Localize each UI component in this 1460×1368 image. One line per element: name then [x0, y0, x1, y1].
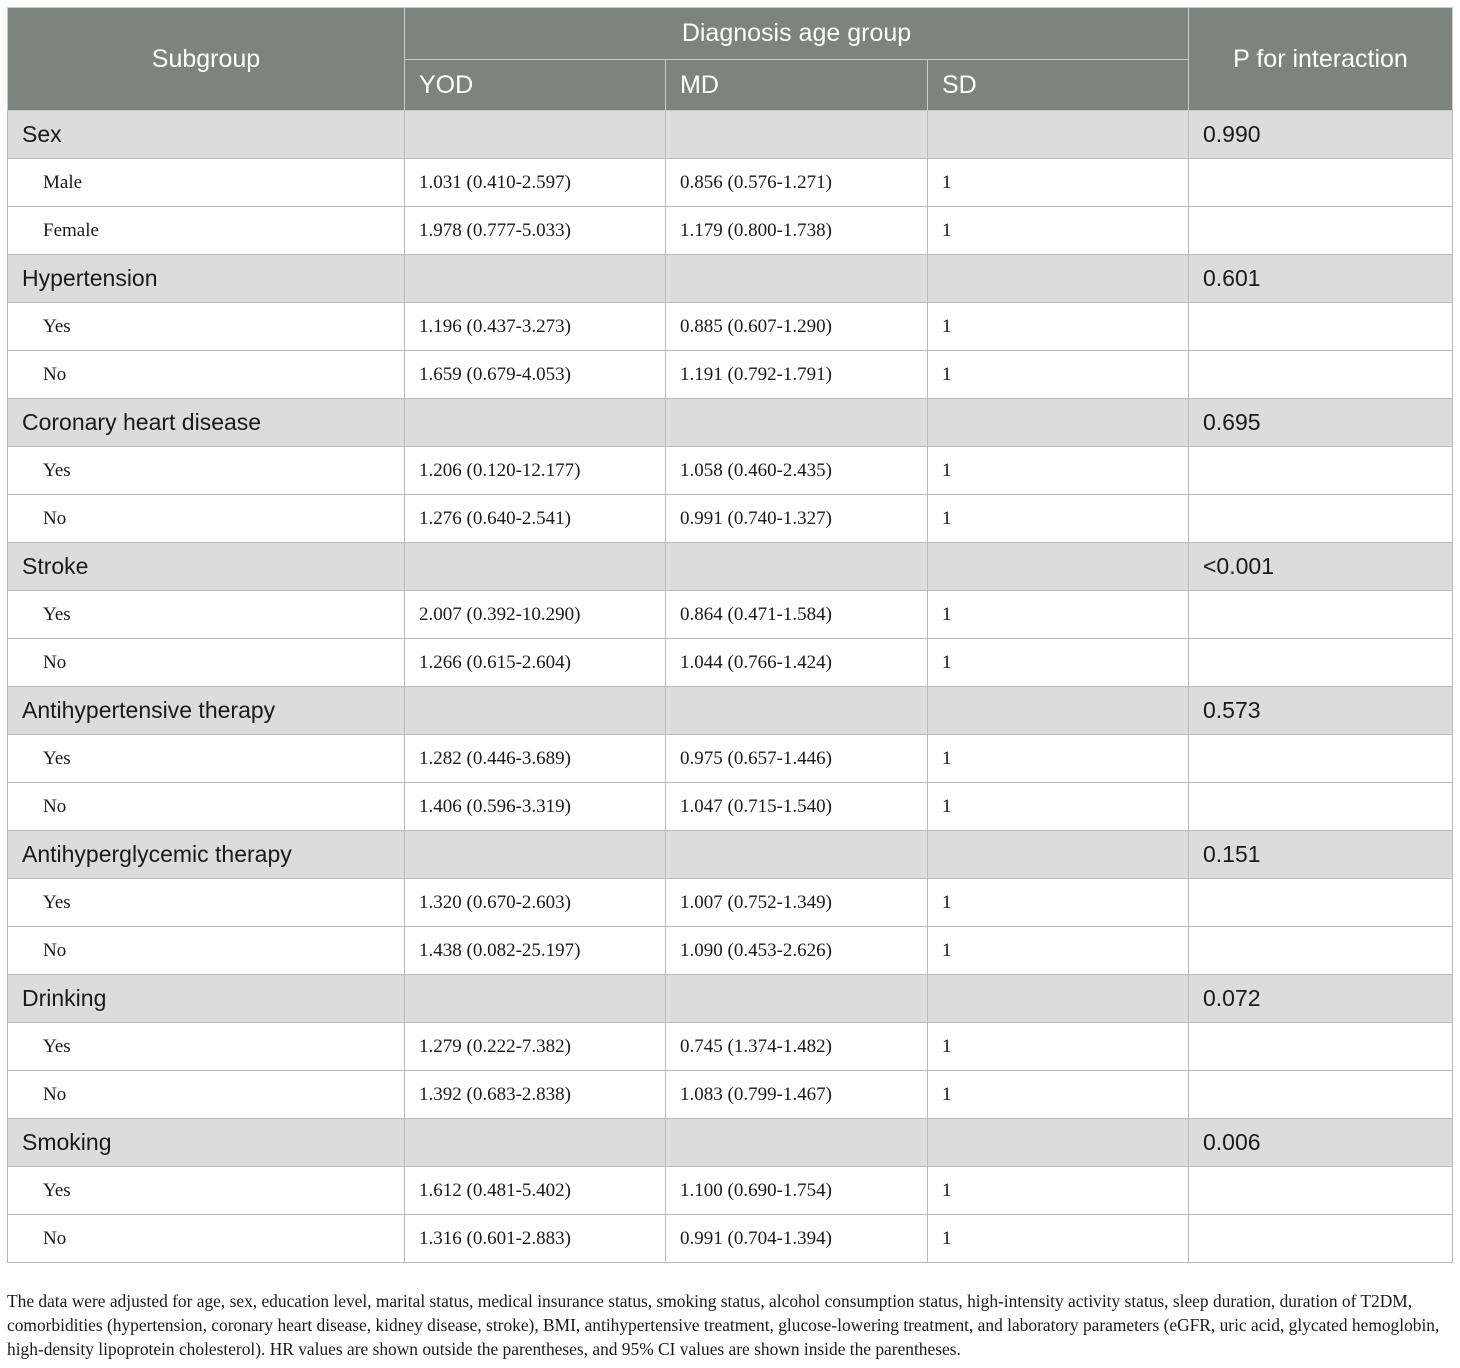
yod-value: 1.612 (0.481-5.402) — [405, 1167, 666, 1215]
group-label: Sex — [8, 111, 405, 159]
p-value-empty — [1189, 1167, 1453, 1215]
subgroup-label: Yes — [8, 1023, 405, 1071]
md-value: 1.047 (0.715-1.540) — [666, 783, 928, 831]
group-label: Drinking — [8, 975, 405, 1023]
p-value-empty — [1189, 159, 1453, 207]
yod-value: 1.279 (0.222-7.382) — [405, 1023, 666, 1071]
yod-value: 1.978 (0.777-5.033) — [405, 207, 666, 255]
group-md-cell — [666, 1119, 928, 1167]
group-label: Antihypertensive therapy — [8, 687, 405, 735]
md-value: 0.975 (0.657-1.446) — [666, 735, 928, 783]
table-row — [8, 783, 1453, 831]
p-value-empty — [1189, 1215, 1453, 1263]
header-subgroup: Subgroup — [8, 8, 405, 111]
yod-value: 1.659 (0.679-4.053) — [405, 351, 666, 399]
sd-value: 1 — [928, 159, 1189, 207]
md-value: 0.885 (0.607-1.290) — [666, 303, 928, 351]
table-row — [8, 735, 1453, 783]
p-value-empty — [1189, 495, 1453, 543]
md-value: 1.007 (0.752-1.349) — [666, 879, 928, 927]
group-yod-cell — [405, 111, 666, 159]
table-row — [8, 879, 1453, 927]
subgroup-label: No — [8, 351, 405, 399]
table-row — [8, 639, 1453, 687]
group-sd-cell — [928, 975, 1189, 1023]
group-md-cell — [666, 111, 928, 159]
subgroup-label: No — [8, 1071, 405, 1119]
group-row — [8, 111, 1453, 159]
header-p-interaction: P for interaction — [1189, 8, 1453, 111]
sd-value: 1 — [928, 927, 1189, 975]
subgroup-label: No — [8, 639, 405, 687]
subgroup-label: Male — [8, 159, 405, 207]
subgroup-label: Yes — [8, 591, 405, 639]
sd-value: 1 — [928, 879, 1189, 927]
group-p-value: 0.072 — [1189, 975, 1453, 1023]
sd-value: 1 — [928, 303, 1189, 351]
group-yod-cell — [405, 399, 666, 447]
md-value: 1.191 (0.792-1.791) — [666, 351, 928, 399]
group-md-cell — [666, 831, 928, 879]
group-row — [8, 831, 1453, 879]
sd-value: 1 — [928, 1071, 1189, 1119]
p-value-empty — [1189, 303, 1453, 351]
group-yod-cell — [405, 687, 666, 735]
yod-value: 1.316 (0.601-2.883) — [405, 1215, 666, 1263]
group-label: Antihyperglycemic therapy — [8, 831, 405, 879]
group-p-value: 0.006 — [1189, 1119, 1453, 1167]
table-row — [8, 351, 1453, 399]
sd-value: 1 — [928, 1215, 1189, 1263]
group-sd-cell — [928, 111, 1189, 159]
group-p-value: 0.601 — [1189, 255, 1453, 303]
table-row — [8, 591, 1453, 639]
group-sd-cell — [928, 687, 1189, 735]
yod-value: 1.438 (0.082-25.197) — [405, 927, 666, 975]
table-row — [8, 1215, 1453, 1263]
group-row — [8, 255, 1453, 303]
subgroup-label: No — [8, 783, 405, 831]
group-row — [8, 543, 1453, 591]
p-value-empty — [1189, 447, 1453, 495]
table-row — [8, 1071, 1453, 1119]
group-label: Hypertension — [8, 255, 405, 303]
header-sd: SD — [928, 60, 1189, 111]
group-sd-cell — [928, 399, 1189, 447]
group-row — [8, 975, 1453, 1023]
group-sd-cell — [928, 831, 1189, 879]
p-value-empty — [1189, 591, 1453, 639]
md-value: 1.044 (0.766-1.424) — [666, 639, 928, 687]
table-row — [8, 1023, 1453, 1071]
sd-value: 1 — [928, 783, 1189, 831]
table-body — [8, 111, 1453, 1263]
group-yod-cell — [405, 255, 666, 303]
table-footnote: The data were adjusted for age, sex, education level, marital status, medical insurance status, smoking status, alcohol consumption status, high-intensity activity status, sleep duration, duration of T2DM, comorbidities (hypertension, coronary heart disease, kidney disease, stroke), BMI, antihypertensive treatment, glucose-lowering treatment, and laboratory parameters (eGFR, uric acid, glycated hemoglobin, high-density lipoprotein cholesterol). HR values are shown outside the parentheses, and 95% CI values are shown inside the parentheses. — [7, 1291, 1440, 1359]
header-md: MD — [666, 60, 928, 111]
table-header — [8, 8, 1453, 111]
group-p-value: <0.001 — [1189, 543, 1453, 591]
sd-value: 1 — [928, 1023, 1189, 1071]
group-md-cell — [666, 687, 928, 735]
sd-value: 1 — [928, 207, 1189, 255]
p-value-empty — [1189, 927, 1453, 975]
group-yod-cell — [405, 543, 666, 591]
p-value-empty — [1189, 351, 1453, 399]
yod-value: 1.266 (0.615-2.604) — [405, 639, 666, 687]
sd-value: 1 — [928, 735, 1189, 783]
subgroup-label: Yes — [8, 303, 405, 351]
sd-value: 1 — [928, 447, 1189, 495]
md-value: 1.179 (0.800-1.738) — [666, 207, 928, 255]
table-row — [8, 159, 1453, 207]
sd-value: 1 — [928, 639, 1189, 687]
group-md-cell — [666, 975, 928, 1023]
p-value-empty — [1189, 1023, 1453, 1071]
md-value: 0.991 (0.704-1.394) — [666, 1215, 928, 1263]
group-md-cell — [666, 399, 928, 447]
yod-value: 1.320 (0.670-2.603) — [405, 879, 666, 927]
group-p-value: 0.695 — [1189, 399, 1453, 447]
sd-value: 1 — [928, 495, 1189, 543]
yod-value: 1.196 (0.437-3.273) — [405, 303, 666, 351]
table-row — [8, 447, 1453, 495]
group-row — [8, 399, 1453, 447]
subgroup-label: Yes — [8, 447, 405, 495]
subgroup-label: No — [8, 1215, 405, 1263]
yod-value: 1.392 (0.683-2.838) — [405, 1071, 666, 1119]
header-yod: YOD — [405, 60, 666, 111]
md-value: 1.058 (0.460-2.435) — [666, 447, 928, 495]
subgroup-table — [7, 7, 1453, 1263]
subgroup-label: Female — [8, 207, 405, 255]
yod-value: 1.206 (0.120-12.177) — [405, 447, 666, 495]
p-value-empty — [1189, 639, 1453, 687]
group-row — [8, 1119, 1453, 1167]
md-value: 1.090 (0.453-2.626) — [666, 927, 928, 975]
md-value: 0.856 (0.576-1.271) — [666, 159, 928, 207]
sd-value: 1 — [928, 591, 1189, 639]
p-value-empty — [1189, 879, 1453, 927]
subgroup-label: Yes — [8, 1167, 405, 1215]
md-value: 1.083 (0.799-1.467) — [666, 1071, 928, 1119]
subgroup-label: No — [8, 495, 405, 543]
p-value-empty — [1189, 1071, 1453, 1119]
group-sd-cell — [928, 255, 1189, 303]
md-value: 0.745 (1.374-1.482) — [666, 1023, 928, 1071]
p-value-empty — [1189, 735, 1453, 783]
yod-value: 1.282 (0.446-3.689) — [405, 735, 666, 783]
md-value: 0.864 (0.471-1.584) — [666, 591, 928, 639]
yod-value: 1.031 (0.410-2.597) — [405, 159, 666, 207]
group-p-value: 0.151 — [1189, 831, 1453, 879]
p-value-empty — [1189, 783, 1453, 831]
subgroup-label: No — [8, 927, 405, 975]
subgroup-label: Yes — [8, 735, 405, 783]
md-value: 1.100 (0.690-1.754) — [666, 1167, 928, 1215]
group-row — [8, 687, 1453, 735]
table-row — [8, 207, 1453, 255]
group-yod-cell — [405, 831, 666, 879]
group-sd-cell — [928, 1119, 1189, 1167]
group-md-cell — [666, 543, 928, 591]
table-row — [8, 1167, 1453, 1215]
group-label: Stroke — [8, 543, 405, 591]
group-p-value: 0.573 — [1189, 687, 1453, 735]
sd-value: 1 — [928, 351, 1189, 399]
group-sd-cell — [928, 543, 1189, 591]
group-yod-cell — [405, 1119, 666, 1167]
md-value: 0.991 (0.740-1.327) — [666, 495, 928, 543]
yod-value: 2.007 (0.392-10.290) — [405, 591, 666, 639]
table-row — [8, 495, 1453, 543]
table-row — [8, 303, 1453, 351]
yod-value: 1.276 (0.640-2.541) — [405, 495, 666, 543]
group-md-cell — [666, 255, 928, 303]
group-label: Coronary heart disease — [8, 399, 405, 447]
sd-value: 1 — [928, 1167, 1189, 1215]
group-p-value: 0.990 — [1189, 111, 1453, 159]
group-yod-cell — [405, 975, 666, 1023]
yod-value: 1.406 (0.596-3.319) — [405, 783, 666, 831]
p-value-empty — [1189, 207, 1453, 255]
group-label: Smoking — [8, 1119, 405, 1167]
subgroup-label: Yes — [8, 879, 405, 927]
table-row — [8, 927, 1453, 975]
header-diagnosis-age-group: Diagnosis age group — [405, 8, 1189, 60]
